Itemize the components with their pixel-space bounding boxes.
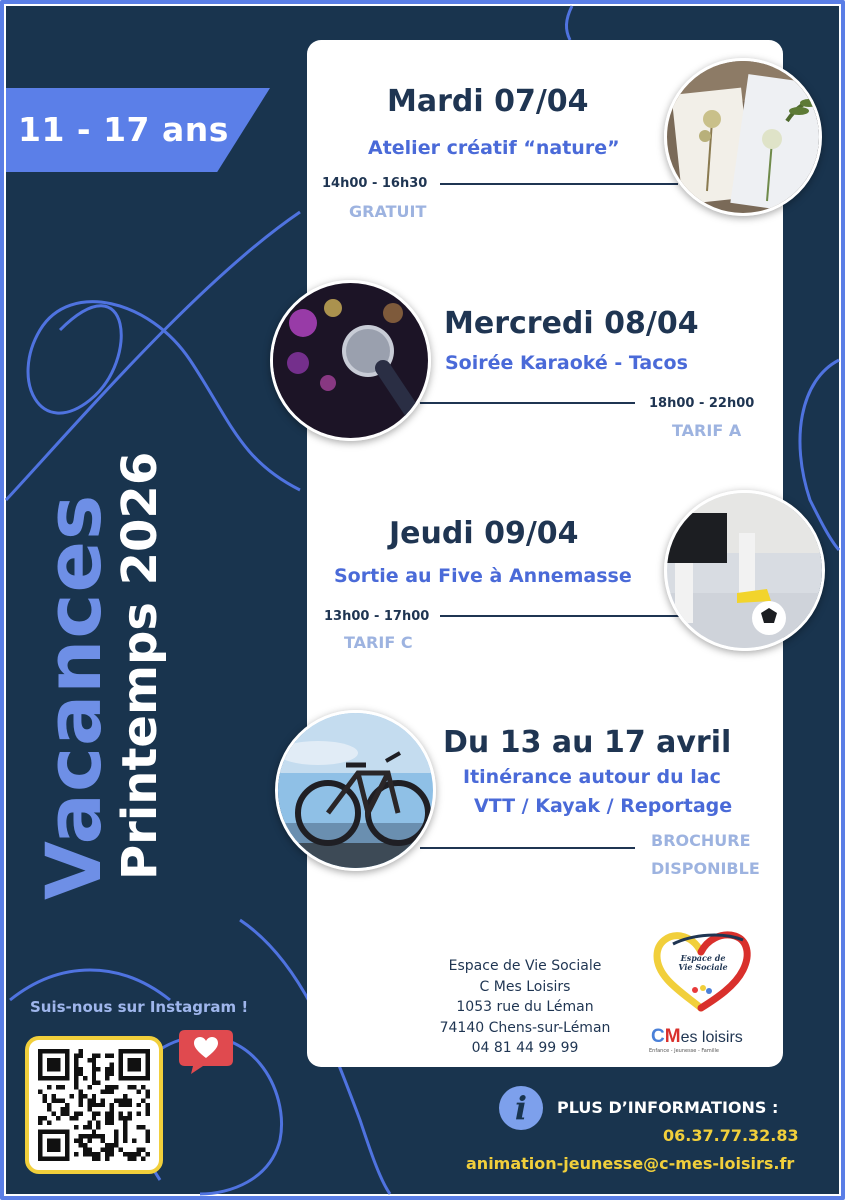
address-block (425, 956, 625, 1059)
bicycle-photo (275, 710, 436, 871)
logo-brand-c: C (651, 1026, 665, 1047)
event-2-subtitle: Soirée Karaoké - Tacos (445, 352, 688, 374)
event-2-price: TARIF A (672, 421, 742, 440)
event-1-title: Mardi 07/04 (387, 84, 589, 119)
event-2-divider (420, 402, 635, 404)
event-2-title: Mercredi 08/04 (444, 306, 699, 341)
logo-brand-rest: es loisirs (680, 1029, 743, 1046)
event-1-subtitle: Atelier créatif “nature” (368, 137, 620, 159)
event-1-price: GRATUIT (349, 202, 427, 221)
address-line-1: Espace de Vie Sociale (448, 958, 602, 974)
pressed-flowers-photo (664, 58, 822, 216)
football-photo (664, 490, 825, 651)
heart-like-icon (177, 1026, 235, 1076)
event-4-title: Du 13 au 17 avril (443, 725, 732, 760)
event-4-subtitle: Itinérance autour du lac (463, 766, 721, 788)
logo-brand-m: M (664, 1026, 681, 1047)
logo-heart-text: Espace de Vie Sociale (678, 953, 728, 972)
info-phone[interactable]: 06.37.77.32.83 (663, 1126, 799, 1145)
event-3-divider (440, 615, 680, 617)
event-3-title: Jeudi 09/04 (389, 516, 579, 551)
event-3-price: TARIF C (344, 633, 413, 652)
event-4-price-line1: BROCHURE (651, 831, 751, 850)
address-line-2: C Mes Loisirs (479, 978, 571, 995)
address-phone: 04 81 44 99 99 (471, 1040, 579, 1056)
vertical-title (29, 451, 168, 901)
logo-brand (651, 1026, 743, 1048)
logo-tagline: Enfance - Jeunesse - Famille (649, 1048, 719, 1054)
qr-code-pattern (38, 1049, 150, 1161)
event-4-divider (420, 847, 635, 849)
info-email[interactable]: animation-jeunesse@c-mes-loisirs.fr (466, 1154, 795, 1173)
qr-code-icon[interactable] (25, 1036, 163, 1174)
event-4-subtitle-2: VTT / Kayak / Reportage (474, 795, 733, 817)
c-mes-loisirs-logo (643, 928, 758, 1058)
info-icon: i (499, 1086, 543, 1130)
microphone-photo (270, 280, 431, 441)
age-range-label: 11 - 17 ans (18, 110, 229, 149)
event-1-time: 14h00 - 16h30 (322, 176, 428, 191)
title-printemps: Printemps 2026 (112, 451, 168, 880)
event-3-time: 13h00 - 17h00 (324, 609, 430, 624)
instagram-label: Suis-nous sur Instagram ! (30, 998, 249, 1016)
info-title: PLUS D’INFORMATIONS : (557, 1098, 779, 1117)
address-line-4: 74140 Chens-sur-Léman (439, 1019, 611, 1036)
event-2-time: 18h00 - 22h00 (649, 396, 755, 411)
address-line-3: 1053 rue du Léman (456, 999, 594, 1015)
title-vacances: Vacances (29, 493, 118, 900)
event-1-divider (440, 183, 678, 185)
event-4-price-line2: DISPONIBLE (651, 859, 760, 878)
event-3-subtitle: Sortie au Five à Annemasse (334, 565, 632, 587)
